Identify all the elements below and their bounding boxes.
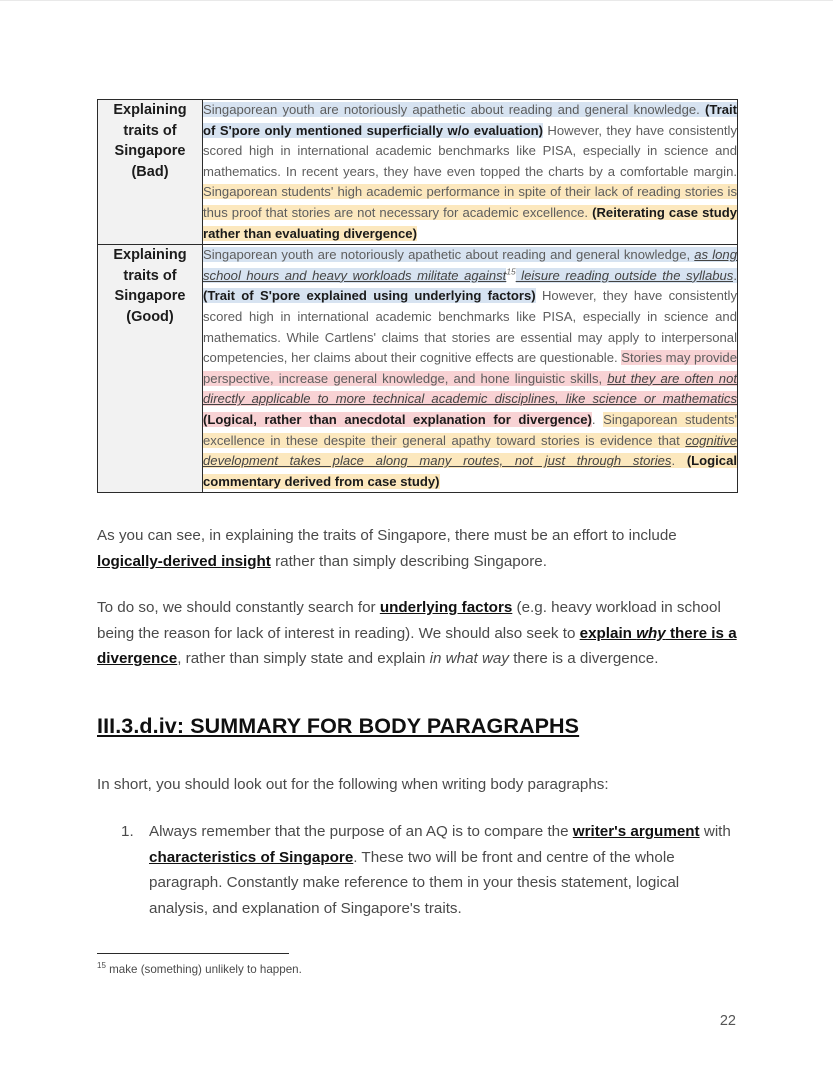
highlight-blue-text: Singaporean youth are notoriously apathetic about reading and general knowledge. xyxy=(203,102,705,117)
highlight-pink-underline-italic: but they are often not directly applicable to more technical academic disciplines, like science or mathematics xyxy=(203,370,737,407)
plain-text: . xyxy=(591,411,604,427)
footnote-body-text: make (something) unlikely to happen. xyxy=(105,963,302,976)
text-run: To do so, we should constantly search for xyxy=(97,599,380,617)
spacer xyxy=(97,740,738,772)
highlight-pink-comment: (Logical, rather than anecdotal explanation for divergence) xyxy=(203,411,592,427)
italic-why: why xyxy=(636,624,666,642)
footnote-separator-rule xyxy=(97,953,289,954)
plain-text: However, they have consistently scored high in international academic benchmarks like PISA, especially in science and mathematics. While Cartlens' claims that stories are essential may apply to interpersonal competencies, her claims about their cognitive effects are questionable. xyxy=(203,288,737,366)
plain-text: . xyxy=(671,453,687,469)
text-run: with xyxy=(699,823,731,841)
text-run: (e.g. heavy workload in school being the reason for lack of interest in reading). We should also seek to xyxy=(97,599,721,642)
table-row xyxy=(98,100,738,245)
spacer xyxy=(97,672,738,712)
text-run: Always remember that the purpose of an AQ is to compare the xyxy=(149,823,573,841)
text-run: , rather than simply state and explain xyxy=(177,650,430,668)
paragraph-intro-summary: In short, you should look out for the following when writing body paragraphs: xyxy=(97,775,609,793)
highlight-blue-text: Singaporean youth are notoriously apathetic about reading and general knowledge, xyxy=(203,247,695,263)
spacer xyxy=(97,493,738,523)
footnote-entry xyxy=(97,962,738,978)
example-paragraph-good xyxy=(203,245,737,492)
highlight-blue-underline-italic-2: leisure reading outside the syllabus xyxy=(515,267,734,283)
table-row-body-good xyxy=(203,245,738,493)
paragraph-to-do-so xyxy=(97,595,738,672)
table-row-body-bad xyxy=(203,100,738,245)
text-run: there is a divergence. xyxy=(508,650,659,668)
text-run: . These two will be front and centre of the whole paragraph. Constantly make reference to them in your thesis statement, logical analysis, and explanation of Singapore's traits. xyxy=(149,848,680,917)
summary-list xyxy=(97,819,738,921)
emphasis-underlying-factors: underlying factors xyxy=(379,599,513,617)
emphasis-writers-argument: writer's argument xyxy=(572,823,700,841)
emphasis-logically-derived-insight: logically-derived insight xyxy=(97,552,271,570)
highlight-yellow-comment: (Logical commentary derived from case study) xyxy=(203,453,738,489)
footnote-marker-15: 15 xyxy=(506,266,516,277)
page-content xyxy=(97,99,738,921)
highlight-blue-underline-italic: as long school hours and heavy workloads militate against xyxy=(203,247,737,283)
examples-table-body xyxy=(98,100,738,493)
example-paragraph-bad xyxy=(203,100,737,244)
table-row-label-bad: Explaining traits of Singapore (Bad) xyxy=(98,100,203,245)
list-item xyxy=(149,819,738,921)
highlight-yellow-text: Singaporean students' high academic performance in spite of their lack of reading stories is thus proof that stories are not necessary for academic excellence. xyxy=(203,184,737,220)
page-number: 22 xyxy=(719,1013,736,1029)
examples-table xyxy=(97,99,738,493)
italic-in-what-way: in what way xyxy=(429,650,509,668)
paragraph-as-you-can-see xyxy=(97,523,738,574)
table-row xyxy=(98,245,738,493)
footnote-area xyxy=(97,953,738,978)
highlight-pink-text: Stories may provide perspective, increase general knowledge, and hone linguistic skills, xyxy=(203,350,737,386)
highlight-yellow-underline-italic: cognitive development takes place along many routes, not just through stories xyxy=(203,432,737,469)
highlight-blue-comment: (Trait of S'pore only mentioned superficially w/o evaluation) xyxy=(203,102,737,138)
text-run: rather than simply describing Singapore. xyxy=(270,552,547,570)
text-run: explain xyxy=(579,624,637,642)
highlight-yellow-text: Singaporean students' excellence in these despite their general apathy toward stories is evidence that xyxy=(203,411,737,448)
spacer xyxy=(97,797,738,819)
emphasis-characteristics-of-singapore: characteristics of Singapore xyxy=(149,848,354,866)
highlight-yellow-comment: (Reiterating case study rather than evaluating divergence) xyxy=(203,204,738,241)
text-run: As you can see, in explaining the traits of Singapore, there must be an effort to include xyxy=(97,527,677,545)
section-heading: III.3.d.iv: SUMMARY FOR BODY PARAGRAPHS xyxy=(97,713,580,738)
plain-text: However, they have consistently scored high in international academic benchmarks like PISA, especially in science and mathematics. In recent years, they have even topped the charts by a comfortable margin. xyxy=(203,122,737,179)
text-run: there is a divergence xyxy=(97,624,737,668)
plain-text: . xyxy=(733,267,737,283)
table-row-label-good: Explaining traits of Singapore (Good) xyxy=(98,245,203,493)
highlight-blue-comment: (Trait of S'pore explained using underlying factors) xyxy=(203,288,536,304)
footnote-number: 15 xyxy=(97,961,106,971)
spacer xyxy=(97,574,738,595)
